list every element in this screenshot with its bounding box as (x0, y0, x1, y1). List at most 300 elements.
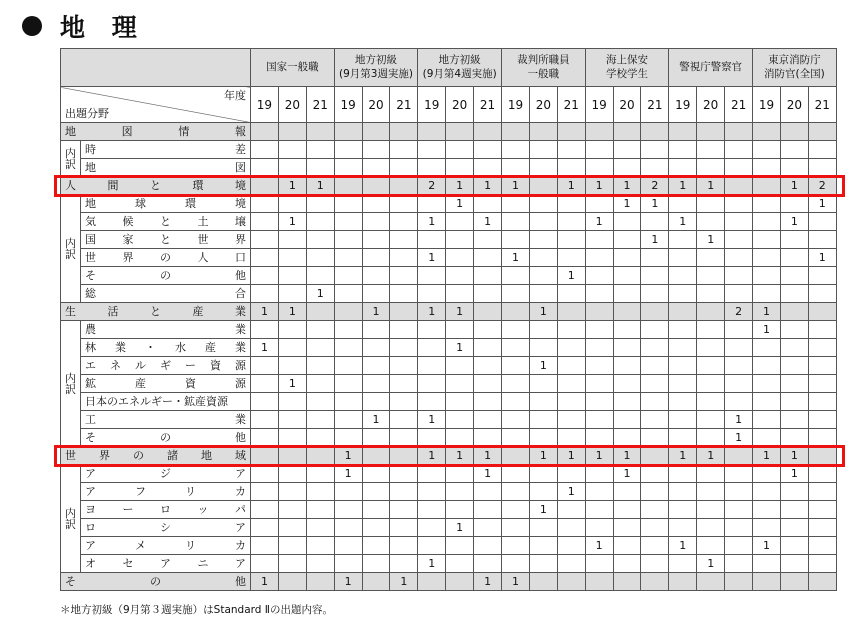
count-cell (362, 573, 390, 591)
count-cell (808, 519, 836, 537)
count-cell (474, 555, 502, 573)
count-cell (278, 339, 306, 357)
count-cell (251, 519, 279, 537)
count-cell (502, 357, 530, 375)
count-cell (585, 555, 613, 573)
count-cell: 1 (585, 213, 613, 231)
count-cell (474, 393, 502, 411)
subcategory-row (61, 537, 837, 555)
inner-breakdown-label: 内訳 (61, 195, 81, 303)
count-cell (697, 573, 725, 591)
count-cell (613, 537, 641, 555)
count-cell (251, 357, 279, 375)
count-cell (334, 555, 362, 573)
count-cell (390, 555, 418, 573)
count-cell: 1 (669, 537, 697, 555)
count-cell (808, 411, 836, 429)
count-cell (725, 573, 753, 591)
count-cell (362, 339, 390, 357)
exam-header: 警視庁警察官 (669, 49, 753, 87)
subcategory-label-text: 鉱 産 資 源 (85, 377, 246, 390)
count-cell (753, 465, 781, 483)
count-cell (529, 123, 557, 141)
count-cell (641, 285, 669, 303)
highlight-box (54, 175, 845, 197)
subcategory-label-text: 地 図 (85, 161, 246, 174)
count-cell (390, 357, 418, 375)
count-cell (529, 285, 557, 303)
count-cell (753, 375, 781, 393)
header-row-exams (61, 49, 837, 87)
subcategory-row (61, 501, 837, 519)
count-cell (753, 285, 781, 303)
count-cell (474, 303, 502, 321)
year-header: 21 (641, 87, 669, 123)
count-cell (251, 123, 279, 141)
count-cell: 1 (641, 195, 669, 213)
count-cell (585, 285, 613, 303)
count-cell (362, 285, 390, 303)
count-cell (808, 357, 836, 375)
subcategory-label (81, 231, 251, 249)
count-cell (446, 357, 474, 375)
count-cell (306, 339, 334, 357)
count-cell (362, 123, 390, 141)
count-cell (446, 285, 474, 303)
count-cell (557, 465, 585, 483)
subcategory-row (61, 213, 837, 231)
subcategory-label (81, 465, 251, 483)
subcategory-row (61, 519, 837, 537)
count-cell (474, 267, 502, 285)
count-cell (251, 537, 279, 555)
count-cell: 1 (306, 177, 334, 195)
count-cell (725, 555, 753, 573)
count-cell (669, 501, 697, 519)
year-header: 20 (613, 87, 641, 123)
count-cell (251, 195, 279, 213)
count-cell (613, 375, 641, 393)
count-cell (725, 519, 753, 537)
count-cell (641, 555, 669, 573)
count-cell (418, 357, 446, 375)
count-cell (641, 537, 669, 555)
count-cell: 1 (697, 555, 725, 573)
count-cell (697, 465, 725, 483)
count-cell (641, 339, 669, 357)
count-cell (529, 411, 557, 429)
count-cell (613, 357, 641, 375)
bullet-icon (22, 16, 42, 36)
count-cell (697, 537, 725, 555)
count-cell (446, 501, 474, 519)
count-cell (390, 537, 418, 555)
footnote: ＊地方初級（9月第３週実施）はStandard Ⅱの出題内容。 (60, 604, 333, 616)
count-cell (278, 465, 306, 483)
count-cell (613, 393, 641, 411)
count-cell (808, 375, 836, 393)
count-cell (502, 537, 530, 555)
count-cell (418, 141, 446, 159)
count-cell (334, 519, 362, 537)
count-cell (529, 519, 557, 537)
subcategory-label (81, 519, 251, 537)
count-cell (251, 393, 279, 411)
count-cell (502, 483, 530, 501)
count-cell (669, 267, 697, 285)
count-cell (585, 357, 613, 375)
count-cell (780, 519, 808, 537)
count-cell (251, 267, 279, 285)
count-cell (446, 573, 474, 591)
count-cell (585, 123, 613, 141)
subcategory-row (61, 141, 837, 159)
count-cell (613, 483, 641, 501)
count-cell (780, 501, 808, 519)
count-cell (278, 537, 306, 555)
header-corner (61, 49, 251, 87)
count-cell: 2 (641, 177, 669, 195)
count-cell (669, 303, 697, 321)
count-cell: 1 (418, 411, 446, 429)
count-cell (334, 231, 362, 249)
count-cell (529, 375, 557, 393)
count-cell: 1 (362, 303, 390, 321)
count-cell (669, 357, 697, 375)
count-cell (306, 393, 334, 411)
count-cell (474, 411, 502, 429)
count-cell: 1 (474, 177, 502, 195)
count-cell (697, 267, 725, 285)
count-cell (334, 123, 362, 141)
count-cell (418, 501, 446, 519)
count-cell: 1 (557, 447, 585, 465)
count-cell (780, 321, 808, 339)
count-cell (306, 537, 334, 555)
subcategory-row (61, 285, 837, 303)
count-cell: 1 (585, 537, 613, 555)
count-cell (808, 465, 836, 483)
exam-header: 海上保安 学校学生 (585, 49, 669, 87)
count-cell (557, 195, 585, 213)
count-cell (557, 285, 585, 303)
count-cell: 1 (418, 213, 446, 231)
count-cell (613, 249, 641, 267)
count-cell: 1 (780, 177, 808, 195)
count-cell (585, 375, 613, 393)
count-cell (613, 231, 641, 249)
count-cell (669, 393, 697, 411)
count-cell (697, 321, 725, 339)
count-cell (613, 573, 641, 591)
count-cell (641, 213, 669, 231)
count-cell (529, 213, 557, 231)
count-cell (390, 465, 418, 483)
exam-header: 国家一般職 (251, 49, 335, 87)
count-cell (780, 483, 808, 501)
count-cell (780, 393, 808, 411)
count-cell (641, 267, 669, 285)
count-cell (251, 321, 279, 339)
count-cell (808, 501, 836, 519)
count-cell (725, 285, 753, 303)
count-cell (390, 321, 418, 339)
count-cell: 1 (306, 285, 334, 303)
count-cell (780, 555, 808, 573)
count-cell (278, 123, 306, 141)
count-cell (306, 123, 334, 141)
count-cell (334, 285, 362, 303)
count-cell (502, 501, 530, 519)
count-cell (557, 123, 585, 141)
count-cell: 1 (780, 213, 808, 231)
count-cell (334, 213, 362, 231)
count-cell (557, 573, 585, 591)
count-cell (362, 195, 390, 213)
count-cell (753, 501, 781, 519)
count-cell (278, 267, 306, 285)
count-cell: 1 (334, 573, 362, 591)
count-cell: 1 (446, 195, 474, 213)
count-cell: 1 (362, 411, 390, 429)
count-cell (251, 213, 279, 231)
count-cell (278, 321, 306, 339)
subcategory-label (81, 411, 251, 429)
count-cell (306, 231, 334, 249)
exam-header: 東京消防庁 消防官(全国) (753, 49, 837, 87)
count-cell (306, 573, 334, 591)
year-header: 19 (753, 87, 781, 123)
count-cell (808, 321, 836, 339)
count-cell (641, 501, 669, 519)
category-label-text: 地 図 情 報 (65, 125, 246, 138)
count-cell (474, 519, 502, 537)
exam-header: 地方初級 (9月第4週実施) (418, 49, 502, 87)
count-cell (780, 141, 808, 159)
count-cell (529, 393, 557, 411)
count-cell (725, 249, 753, 267)
count-cell (725, 483, 753, 501)
category-row (61, 573, 837, 591)
count-cell (697, 123, 725, 141)
count-cell (474, 249, 502, 267)
count-cell: 1 (446, 339, 474, 357)
count-cell: 2 (808, 177, 836, 195)
count-cell (306, 501, 334, 519)
count-cell: 1 (278, 177, 306, 195)
count-cell (529, 555, 557, 573)
subcategory-row (61, 321, 837, 339)
count-cell (334, 411, 362, 429)
count-cell (557, 411, 585, 429)
count-cell: 1 (474, 213, 502, 231)
count-cell (669, 519, 697, 537)
count-cell (334, 141, 362, 159)
count-cell (753, 573, 781, 591)
count-cell (251, 249, 279, 267)
count-cell (390, 213, 418, 231)
count-cell (697, 213, 725, 231)
count-cell (390, 267, 418, 285)
count-cell (585, 519, 613, 537)
count-cell (334, 393, 362, 411)
count-cell (334, 357, 362, 375)
count-cell (362, 465, 390, 483)
count-cell (557, 393, 585, 411)
count-cell: 1 (697, 447, 725, 465)
count-cell (390, 339, 418, 357)
count-cell (725, 195, 753, 213)
year-header: 20 (362, 87, 390, 123)
count-cell: 1 (390, 573, 418, 591)
count-cell (529, 537, 557, 555)
count-cell (697, 501, 725, 519)
count-cell (780, 573, 808, 591)
count-cell: 1 (502, 573, 530, 591)
count-cell (725, 357, 753, 375)
count-cell (641, 321, 669, 339)
year-header: 21 (808, 87, 836, 123)
count-cell (669, 411, 697, 429)
count-cell (502, 375, 530, 393)
count-cell (529, 141, 557, 159)
count-cell (808, 555, 836, 573)
year-header: 19 (669, 87, 697, 123)
subcategory-row (61, 393, 837, 411)
count-cell (418, 231, 446, 249)
count-cell (474, 321, 502, 339)
year-header: 19 (585, 87, 613, 123)
count-cell (418, 339, 446, 357)
count-cell (557, 357, 585, 375)
count-cell (557, 375, 585, 393)
year-header: 21 (306, 87, 334, 123)
count-cell (725, 321, 753, 339)
count-cell (641, 141, 669, 159)
count-cell (529, 573, 557, 591)
subcategory-label (81, 267, 251, 285)
count-cell: 1 (418, 555, 446, 573)
subcategory-label-text: 林 業 ・ 水 産 業 (85, 341, 246, 354)
count-cell (808, 393, 836, 411)
inner-breakdown-label: 内訳 (61, 321, 81, 447)
count-cell (474, 231, 502, 249)
count-cell: 1 (557, 483, 585, 501)
count-cell (362, 267, 390, 285)
category-label-text: 人 間 と 環 境 (65, 179, 246, 192)
count-cell (613, 555, 641, 573)
count-cell (474, 195, 502, 213)
count-cell (362, 393, 390, 411)
subcategory-row (61, 195, 837, 213)
count-cell: 1 (585, 177, 613, 195)
count-cell: 1 (474, 447, 502, 465)
subcategory-label (81, 483, 251, 501)
count-cell (502, 339, 530, 357)
count-cell (306, 375, 334, 393)
count-cell (334, 303, 362, 321)
count-cell (641, 465, 669, 483)
count-cell (641, 393, 669, 411)
subcategory-label-text: 日本のエネルギー・鉱産資源 (85, 395, 228, 408)
count-cell (251, 231, 279, 249)
subcategory-label (81, 195, 251, 213)
count-cell (334, 537, 362, 555)
count-cell (474, 141, 502, 159)
count-cell (641, 357, 669, 375)
count-cell (557, 501, 585, 519)
count-cell (390, 195, 418, 213)
count-cell (669, 285, 697, 303)
count-cell (725, 465, 753, 483)
count-cell (808, 267, 836, 285)
count-cell: 1 (808, 195, 836, 213)
count-cell: 1 (753, 447, 781, 465)
count-cell (669, 231, 697, 249)
inner-breakdown-label: 内訳 (61, 141, 81, 177)
subcategory-label-text: ア ジ ア (85, 467, 246, 480)
count-cell (585, 141, 613, 159)
count-cell (613, 213, 641, 231)
count-cell: 1 (753, 321, 781, 339)
count-cell (418, 321, 446, 339)
count-cell (502, 465, 530, 483)
count-cell (390, 375, 418, 393)
count-cell (306, 357, 334, 375)
count-cell (446, 555, 474, 573)
count-cell (808, 573, 836, 591)
count-cell (725, 123, 753, 141)
count-cell (725, 231, 753, 249)
count-cell (780, 375, 808, 393)
subcategory-label-text: エ ネ ル ギ ー 資 源 (85, 359, 246, 372)
count-cell (418, 573, 446, 591)
count-cell (753, 213, 781, 231)
count-cell (362, 519, 390, 537)
count-cell (613, 123, 641, 141)
count-cell (334, 501, 362, 519)
count-cell (278, 393, 306, 411)
count-cell (669, 465, 697, 483)
count-cell (753, 231, 781, 249)
count-cell (697, 339, 725, 357)
count-cell (390, 483, 418, 501)
count-cell (725, 501, 753, 519)
count-cell: 1 (753, 303, 781, 321)
count-cell (502, 321, 530, 339)
count-cell: 1 (613, 177, 641, 195)
count-cell (669, 141, 697, 159)
count-cell (669, 339, 697, 357)
count-cell (306, 141, 334, 159)
count-cell: 1 (474, 573, 502, 591)
count-cell (725, 141, 753, 159)
year-header: 21 (725, 87, 753, 123)
count-cell (641, 123, 669, 141)
count-cell (753, 267, 781, 285)
count-cell (390, 519, 418, 537)
count-cell: 1 (418, 447, 446, 465)
count-cell (446, 231, 474, 249)
count-cell (725, 375, 753, 393)
exam-topic-table (60, 48, 837, 591)
category-label-text: 生 活 と 産 業 (65, 305, 246, 318)
year-header: 19 (334, 87, 362, 123)
year-header: 21 (390, 87, 418, 123)
count-cell (306, 555, 334, 573)
count-cell (613, 285, 641, 303)
count-cell (529, 249, 557, 267)
